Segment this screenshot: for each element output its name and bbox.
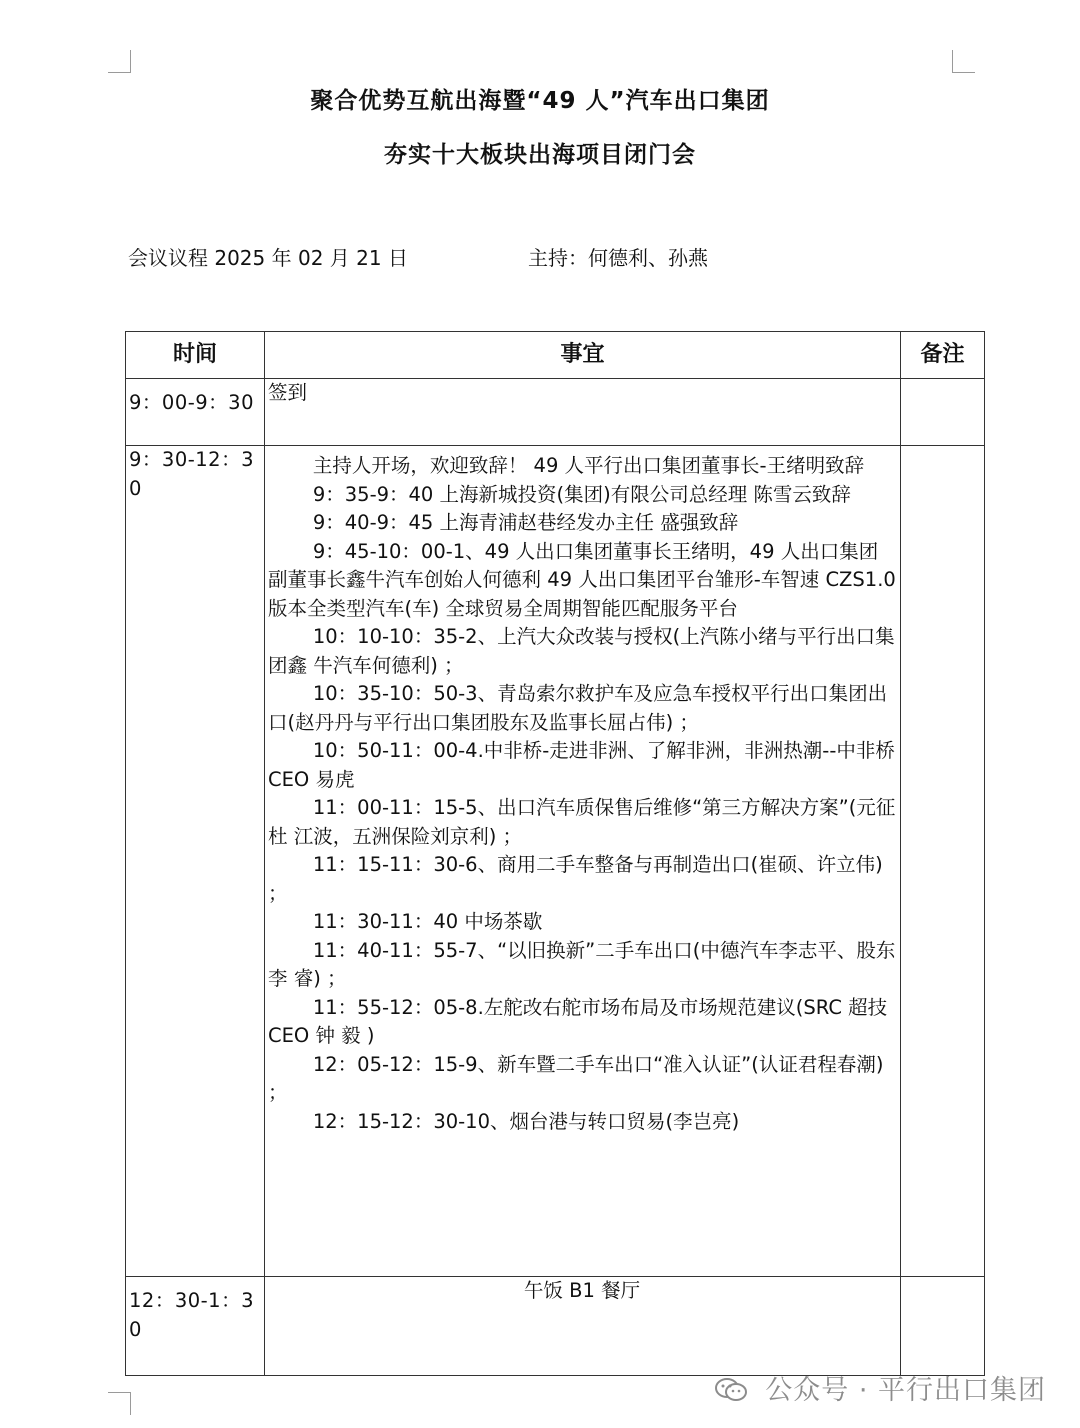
- agenda-item: 11：15-11：30-6、商用二手车整备与再制造出口(崔硕、许立伟) ；: [268, 853, 883, 905]
- agenda-item-list: [268, 446, 896, 1136]
- remark-cell: [901, 446, 985, 1277]
- agenda-item: 11：40-11：55-7、“以旧换新”二手车出口(中德汽车李志平、股东李 睿) ；: [268, 938, 896, 990]
- remark-cell: [901, 1277, 985, 1376]
- matter-cell: [265, 446, 901, 1277]
- crop-mark-top-right: [952, 50, 975, 73]
- header-time: 时间: [126, 332, 265, 379]
- meeting-meta: [128, 242, 708, 271]
- crop-mark-top-left: [108, 50, 131, 73]
- meeting-host: 主持：何德利、孙燕: [528, 246, 708, 270]
- remark-cell: [901, 379, 985, 446]
- table-row: [126, 1277, 985, 1376]
- document-title-line-1: 聚合优势互航出海暨“49 人”汽车出口集团: [310, 88, 770, 114]
- agenda-item: 10：35-10：50-3、青岛索尔救护车及应急车授权平行出口集团出口(赵丹丹与平行出口集团股东及监事长屈占伟) ；: [268, 682, 888, 734]
- agenda-item: 9：45-10：00-1、49 人出口集团董事长王绪明，49 人出口集团副董事长鑫牛汽车创始人何德利 49 人出口集团平台雏形-车智速 CZS1.0 版本全类型汽车(车) 全球贸易全周期智能匹配服务平台: [268, 539, 896, 620]
- header-matter: 事宜: [265, 332, 901, 379]
- watermark-text: 公众号 · 平行出口集团: [765, 1375, 1046, 1406]
- agenda-item: 9：35-9：40 上海新城投资(集团)有限公司总经理 陈雪云致辞: [312, 482, 851, 506]
- time-cell: 9：00-9：30: [126, 379, 265, 446]
- agenda-item: 10：50-11：00-4.中非桥-走进非洲、了解非洲，非洲热潮--中非桥 CEO 易虎: [268, 739, 895, 791]
- header-remark: 备注: [901, 332, 985, 379]
- agenda-item: 10：10-10：35-2、上汽大众改装与授权(上汽陈小绪与平行出口集团鑫 牛汽车何德利) ；: [268, 625, 895, 677]
- document-title-line-2: 夯实十大板块出海项目闭门会: [384, 142, 696, 168]
- agenda-item: 11：00-11：15-5、出口汽车质保售后维修“第三方解决方案”(元征杜 江波，五洲保险刘京利) ；: [268, 796, 896, 848]
- agenda-item: 11：30-11：40 中场茶歇: [312, 910, 543, 933]
- crop-mark-bottom-left: [108, 1392, 131, 1415]
- meeting-date: 会议议程 2025 年 02 月 21 日: [128, 246, 408, 270]
- matter-cell: 午饭 B1 餐厅: [265, 1277, 901, 1376]
- time-cell: 9：30-12：30: [126, 446, 265, 1277]
- matter-cell: 签到: [265, 379, 901, 446]
- agenda-item: 9：40-9：45 上海青浦赵巷经发办主任 盛强致辞: [312, 511, 739, 534]
- agenda-item: 12：05-12：15-9、新车暨二手车出口“准入认证”(认证君程春潮) ；: [268, 1052, 884, 1104]
- agenda-table: [125, 331, 985, 1376]
- table-row: [126, 379, 985, 446]
- agenda-item: 11：55-12：05-8.左舵改右舵市场布局及市场规范建议(SRC 超技 CEO 钟 毅 ): [268, 995, 888, 1047]
- agenda-item: 主持人开场，欢迎致辞！ 49 人平行出口集团董事长-王绪明致辞: [312, 454, 865, 477]
- wechat-icon: [714, 1377, 748, 1403]
- table-row: [126, 446, 985, 1277]
- time-cell: 12：30-1：30: [126, 1277, 265, 1376]
- agenda-item: 12：15-12：30-10、烟台港与转口贸易(李岂亮): [312, 1109, 740, 1133]
- table-header-row: [126, 332, 985, 379]
- watermark: [714, 1368, 1046, 1407]
